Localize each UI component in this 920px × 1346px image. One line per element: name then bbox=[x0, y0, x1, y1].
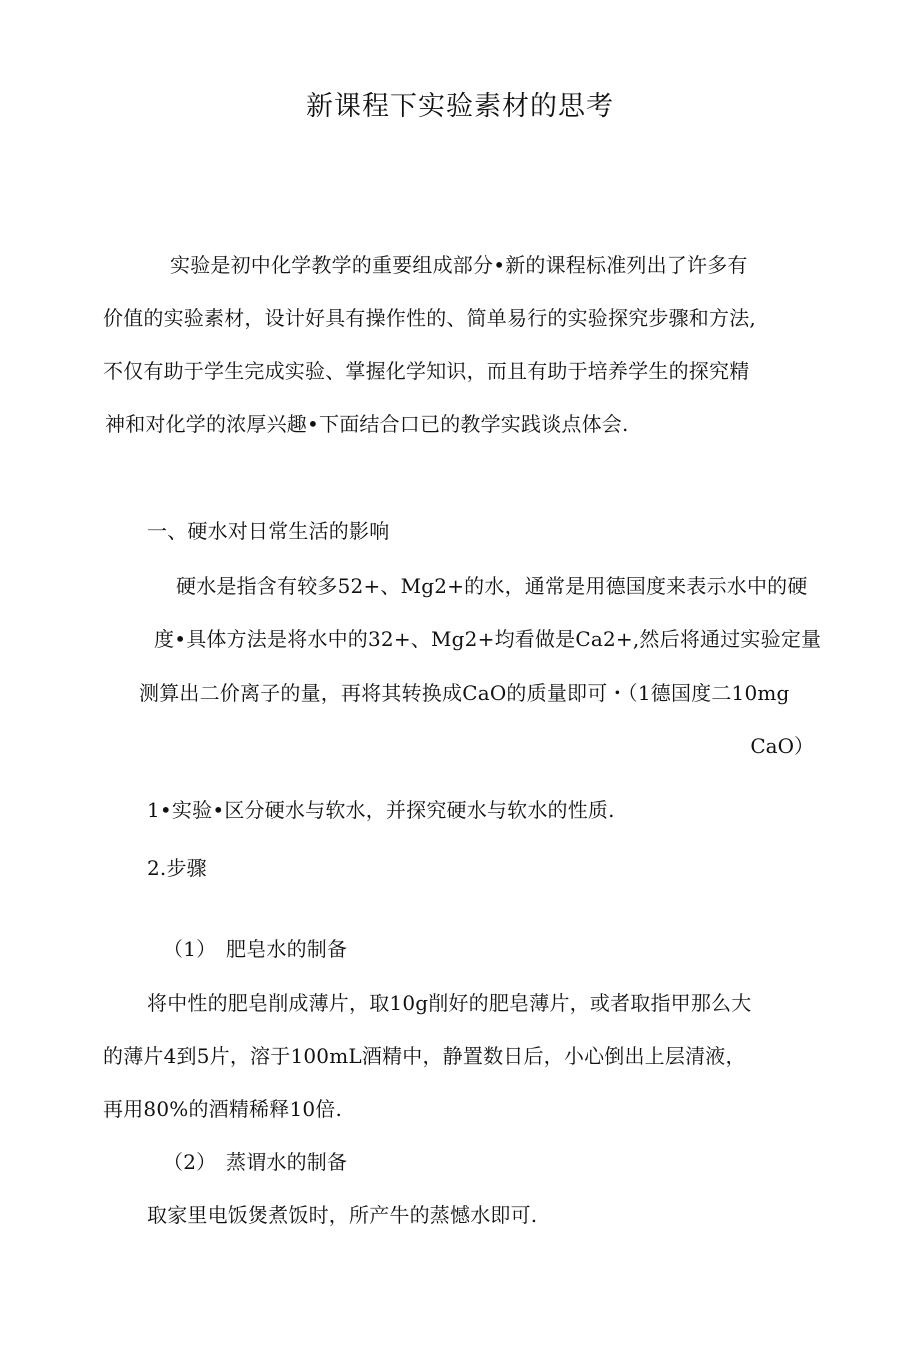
section-paragraph-line-3: 测算出二价离子的量，再将其转换成CaO的质量即可・（1德国度二10mg bbox=[139, 681, 790, 705]
subsection-1-title: 肥皂水的制备 bbox=[226, 937, 348, 961]
list-item-1: 1•实验•区分硬水与软水，并探究硬水与软水的性质. bbox=[147, 798, 615, 822]
subsection-1-line-3: 再用80%的酒精稀释10倍. bbox=[103, 1097, 343, 1121]
intro-line-4: 神和对化学的浓厚兴趣•下面结合口已的教学实践谈点体会. bbox=[105, 412, 629, 436]
section-paragraph-line-2: 度•具体方法是将水中的32+、Mg2+均看做是Ca2+,然后将通过实验定量 bbox=[154, 627, 822, 651]
section-heading: 一、硬水对日常生活的影响 bbox=[147, 519, 390, 543]
document-title: 新课程下实验素材的思考 bbox=[306, 91, 614, 122]
section-paragraph-line-4: CaO） bbox=[750, 734, 814, 758]
subsection-1-line-2: 的薄片4到5片，溶于100mL酒精中，静置数日后，小心倒出上层清液， bbox=[103, 1044, 746, 1068]
subsection-1-number: （1） bbox=[163, 937, 217, 961]
intro-line-3: 不仅有助于学生完成实验、掌握化学知识，而且有助于培养学生的探究精 bbox=[103, 359, 750, 383]
subsection-2-number: （2） bbox=[163, 1150, 217, 1174]
subsection-2-line-1: 取家里电饭煲煮饭时，所产牛的蒸憾水即可. bbox=[147, 1203, 538, 1227]
intro-line-1: 实验是初中化学教学的重要组成部分•新的课程标准列出了许多有 bbox=[170, 253, 748, 277]
intro-line-2: 价值的实验素材，设计好具有操作性的、简单易行的实验探究步骤和方法, bbox=[103, 306, 756, 330]
list-item-2: 2.步骤 bbox=[147, 856, 207, 880]
section-paragraph-line-1: 硬水是指含有较多52+、Mg2+的水，通常是用德国度来表示水中的硬 bbox=[176, 574, 808, 598]
subsection-2-title: 蒸谓水的制备 bbox=[226, 1150, 348, 1174]
subsection-1-line-1: 将中性的肥皂削成薄片，取10g削好的肥皂薄片，或者取指甲那么大 bbox=[147, 991, 752, 1015]
